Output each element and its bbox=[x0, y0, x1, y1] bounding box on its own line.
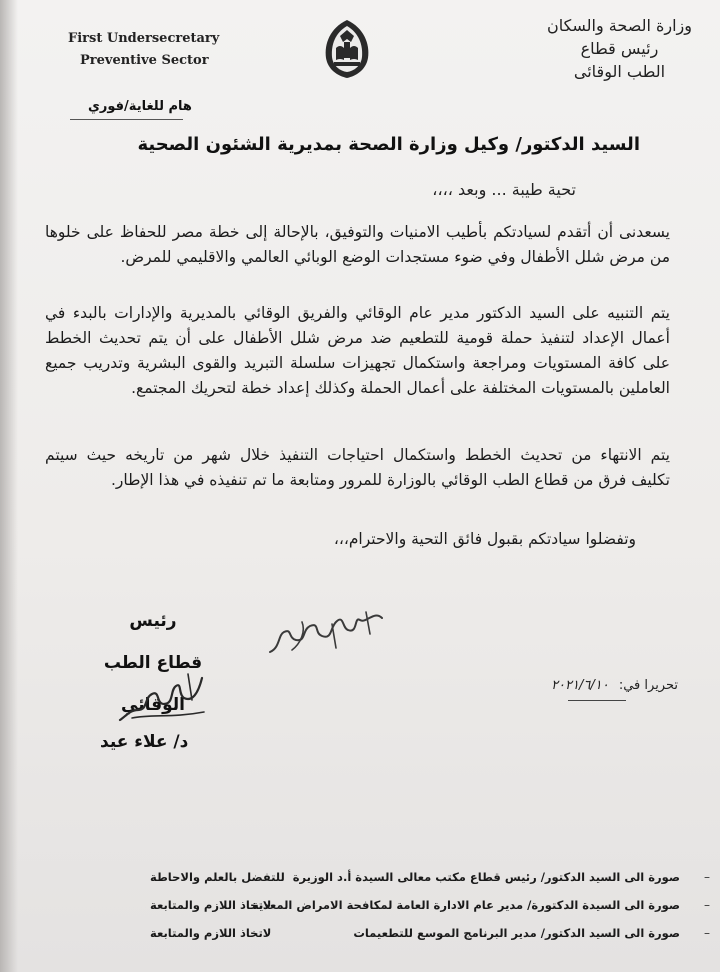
paragraph-line: العاملين بالمستويات المختلفة على أعمال الحملة وكذلك إعداد خطة لتحريك المجتمع. bbox=[131, 379, 670, 397]
paragraph-line: من مرض شلل الأطفال وفي ضوء مستجدات الوضع الوبائي العالمي والاقليمي للمرض. bbox=[120, 248, 670, 266]
signature-title-line: رئيس bbox=[129, 611, 177, 631]
copy-purpose: لاتخاذ اللازم والمتابعة bbox=[150, 926, 272, 940]
paragraph-line: أعمال الإعداد لتنفيذ حملة قومية للتطعيم ضد مرض شلل الأطفال على أن يتم تحديث الخطط bbox=[45, 329, 670, 347]
copy-row bbox=[0, 926, 720, 954]
body-paragraph bbox=[45, 443, 670, 493]
dash-bullet-icon: – bbox=[704, 926, 710, 940]
paragraph-line: على كافة المستويات ومراجعة واستكمال تجهيزات سلسلة التبريد والقوى البشرية وتدريب جميع bbox=[45, 354, 670, 372]
recipient-line: السيد الدكتور/ وكيل وزارة الصحة بمديرية الشئون الصحية bbox=[137, 134, 640, 155]
copy-row bbox=[0, 870, 720, 898]
greeting: تحية طيبة ... وبعد ،،،، bbox=[432, 180, 576, 199]
arabic-letterhead bbox=[547, 14, 692, 83]
dated-underline bbox=[568, 700, 626, 701]
dated-line bbox=[551, 678, 678, 693]
copy-recipient: صورة الى السيدة الدكتورة/ مدير عام الادارة العامة لمكافحة الامراض المعدية bbox=[251, 898, 680, 912]
handwritten-note bbox=[262, 604, 390, 666]
urgent-underline bbox=[70, 119, 183, 120]
dated-value: ٢٠٢١/٦/١٠ bbox=[551, 678, 609, 693]
handwritten-signature bbox=[112, 668, 212, 728]
body-paragraph bbox=[45, 220, 670, 270]
letterhead-line: رئيس قطاع bbox=[580, 39, 659, 58]
copy-purpose: للتفضل بالعلم والاحاطة bbox=[150, 870, 285, 884]
paragraph-line: يسعدنى أن أتقدم لسيادتكم بأطيب الامنيات والتوفيق، بالإحالة إلى خطة مصر للحفاظ على خلوها bbox=[45, 223, 670, 241]
english-letterhead bbox=[68, 28, 219, 72]
copy-recipient: صورة الى السيد الدكتور/ رئيس قطاع مكتب معالى السيدة أ.د الوزيرة bbox=[292, 870, 680, 884]
dated-label: تحريرا في: bbox=[618, 678, 678, 693]
dash-bullet-icon: – bbox=[704, 870, 710, 884]
copy-row bbox=[0, 898, 720, 926]
closing-line: وتفضلوا سيادتكم بقبول فائق التحية والاحترام،،، bbox=[333, 530, 636, 548]
signature-title-line: قطاع الطب الوقائي bbox=[103, 653, 203, 715]
letterhead-line: Preventive Sector bbox=[80, 53, 209, 68]
dash-bullet-icon: – bbox=[704, 898, 710, 912]
signatory-name: د/ علاء عيد bbox=[100, 732, 189, 752]
paragraph-line: تكليف فرق من قطاع الطب الوقائي بالوزارة للمرور ومتابعة ما تم تنفيذه في هذا الإطار. bbox=[110, 471, 670, 489]
copies-list bbox=[0, 870, 720, 954]
copy-purpose: لاتخاذ اللازم والمتابعة bbox=[150, 898, 272, 912]
copy-recipient: صورة الى السيد الدكتور/ مدير البرنامج الموسع للتطعيمات bbox=[353, 926, 680, 940]
urgent-label: هام للغاية/فوري bbox=[88, 99, 192, 114]
paragraph-line: يتم الانتهاء من تحديث الخطط واستكمال احتياجات التنفيذ خلال شهر من تاريخه حيث سيتم bbox=[45, 446, 670, 464]
body-paragraph bbox=[45, 301, 670, 401]
letterhead-line: الطب الوقائى bbox=[573, 62, 666, 81]
paragraph-line: يتم التنبيه على السيد الدكتور مدير عام الوقائي والفريق الوقائي بالمديرية والإدارات بالبدء في bbox=[45, 304, 670, 322]
letterhead-line: First Undersecretary bbox=[68, 31, 220, 46]
ministry-emblem-icon bbox=[318, 18, 376, 80]
letterhead-line: وزارة الصحة والسكان bbox=[546, 16, 692, 35]
